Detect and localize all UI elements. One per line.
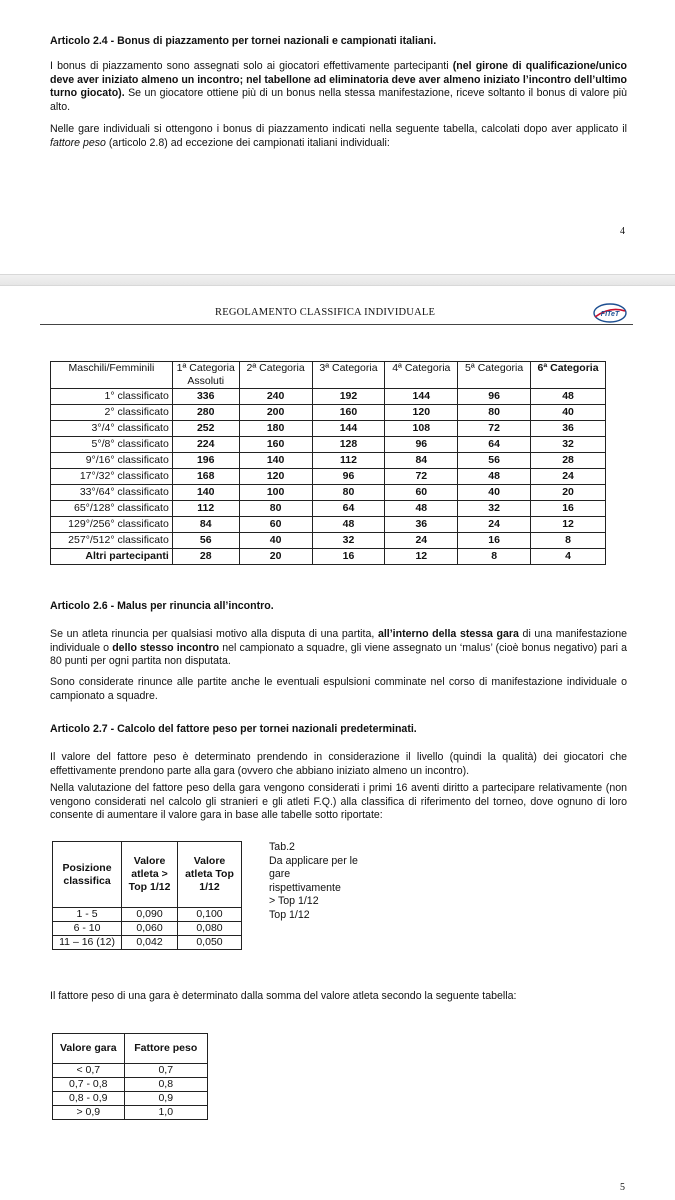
cell: 24 [385, 533, 458, 549]
bonus-table [50, 361, 606, 565]
table-row [51, 405, 606, 421]
cell: 56 [172, 533, 239, 549]
cell: 96 [312, 469, 385, 485]
cell: 60 [239, 517, 312, 533]
cell: 72 [385, 469, 458, 485]
cell: 144 [312, 421, 385, 437]
header-cell: Valore atleta > Top 1/12 [122, 842, 178, 908]
cell: 0,060 [122, 922, 178, 936]
fitet-logo [592, 302, 628, 324]
table-row [51, 389, 606, 405]
article-2-6-paragraph-2: Sono considerate rinunce alle partite anche le eventuali espulsioni comminate nel corso di manifestazione individuale o campionato a squadre. [50, 676, 627, 702]
cell: 40 [239, 533, 312, 549]
cell: 6 - 10 [53, 922, 122, 936]
table-row [53, 1064, 208, 1078]
cell: 112 [172, 501, 239, 517]
header-cell: 5ª Categoria [458, 362, 531, 389]
table-row [51, 485, 606, 501]
cell: 12 [385, 549, 458, 565]
row-label: 65°/128° classificato [51, 501, 173, 517]
cell: 108 [385, 421, 458, 437]
cell: 100 [239, 485, 312, 501]
cell: 40 [531, 405, 606, 421]
cell: 72 [458, 421, 531, 437]
article-2-7-paragraph-2: Nella valutazione del fattore peso della gara vengono considerati i primi 16 aventi diritto a partecipare relativamente (non vengono considerati nel calcolo gli stranieri e gli atleti F.Q.) alla classifica di riferimento del torneo, dove ognuno di loro consente di aumentare il valore gara in base alle tabelle sotto riportate: [50, 782, 627, 822]
fattore-peso-table-header [53, 1034, 208, 1064]
cell: 11 – 16 (12) [53, 936, 122, 950]
table-row [53, 936, 242, 950]
header-cell: Valore gara [53, 1034, 125, 1064]
article-2-4-title: Articolo 2.4 - Bonus di piazzamento per tornei nazionali e campionati italiani. [50, 35, 437, 47]
table-row [51, 421, 606, 437]
table-row [53, 922, 242, 936]
row-label: 1° classificato [51, 389, 173, 405]
cell: 32 [312, 533, 385, 549]
cell: 84 [385, 453, 458, 469]
cell: 64 [312, 501, 385, 517]
cell: 28 [531, 453, 606, 469]
cell: < 0,7 [53, 1064, 125, 1078]
cell: 80 [458, 405, 531, 421]
tab2-note-line: gare [269, 868, 291, 881]
table-row [51, 501, 606, 517]
cell: 0,080 [177, 922, 241, 936]
cell: 0,100 [177, 908, 241, 922]
cell: 16 [312, 549, 385, 565]
article-2-7-title: Articolo 2.7 - Calcolo del fattore peso per tornei nazionali predeterminati. [50, 723, 417, 735]
row-label: 33°/64° classificato [51, 485, 173, 501]
cell: 96 [385, 437, 458, 453]
cell: 36 [385, 517, 458, 533]
cell: 84 [172, 517, 239, 533]
cell: 80 [239, 501, 312, 517]
cell: 48 [312, 517, 385, 533]
header-cell: 3ª Categoria [312, 362, 385, 389]
cell: 160 [239, 437, 312, 453]
cell: 0,8 [124, 1078, 207, 1092]
tab2-note-line: Tab.2 [269, 841, 295, 853]
cell: 160 [312, 405, 385, 421]
page-separator [0, 274, 675, 286]
cell: 0,050 [177, 936, 241, 950]
page-number-4: 4 [620, 226, 625, 237]
cell: 0,042 [122, 936, 178, 950]
header-cell: 2ª Categoria [239, 362, 312, 389]
row-label: 17°/32° classificato [51, 469, 173, 485]
cell: 140 [172, 485, 239, 501]
cell: 120 [385, 405, 458, 421]
cell: 16 [458, 533, 531, 549]
cell: 120 [239, 469, 312, 485]
cell: 200 [239, 405, 312, 421]
fattore-peso-paragraph: Il fattore peso di una gara è determinato dalla somma del valore atleta secondo la seguente tabella: [50, 990, 517, 1002]
header-cell: Valore atleta Top 1/12 [177, 842, 241, 908]
cell: 192 [312, 389, 385, 405]
cell: 36 [531, 421, 606, 437]
cell: 224 [172, 437, 239, 453]
tab2-note [269, 841, 389, 923]
cell: 16 [531, 501, 606, 517]
cell: 144 [385, 389, 458, 405]
cell: > 0,9 [53, 1106, 125, 1120]
bonus-table-header [51, 362, 606, 389]
header-cell: Fattore peso [124, 1034, 207, 1064]
tab2-note-line: Top 1/12 [269, 908, 310, 921]
cell: 24 [531, 469, 606, 485]
header-cell: 4ª Categoria [385, 362, 458, 389]
header-cell: Posizione classifica [53, 842, 122, 908]
article-2-6-title: Articolo 2.6 - Malus per rinuncia all’incontro. [50, 600, 274, 612]
table-row [53, 1078, 208, 1092]
header-rule [40, 324, 633, 325]
tab2-note-line: Da applicare per le [269, 854, 358, 867]
row-label: 129°/256° classificato [51, 517, 173, 533]
row-label: 3°/4° classificato [51, 421, 173, 437]
cell: 0,090 [122, 908, 178, 922]
cell: 1,0 [124, 1106, 207, 1120]
tab2-note-line: > Top 1/12 [269, 895, 319, 908]
cell: 0,7 - 0,8 [53, 1078, 125, 1092]
cell: 56 [458, 453, 531, 469]
cell: 112 [312, 453, 385, 469]
cell: 0,7 [124, 1064, 207, 1078]
cell: 28 [172, 549, 239, 565]
fattore-peso-table [52, 1033, 208, 1120]
cell: 128 [312, 437, 385, 453]
cell: 40 [458, 485, 531, 501]
cell: 1 - 5 [53, 908, 122, 922]
header-cell: 1ª Categoria Assoluti [172, 362, 239, 389]
table-row [53, 1106, 208, 1120]
cell: 168 [172, 469, 239, 485]
cell: 48 [385, 501, 458, 517]
tab2-note-line: rispettivamente [269, 881, 341, 894]
fitet-logo-text: FITeT [600, 311, 620, 318]
table-row [51, 469, 606, 485]
header-cell: Maschili/Femminili [51, 362, 173, 389]
cell: 252 [172, 421, 239, 437]
article-2-6-paragraph-1: Se un atleta rinuncia per qualsiasi motivo alla disputa di una partita, all’interno della stessa gara di una manifestazione individuale o dello stesso incontro nel campionato a squadre, gli viene assegnato un ‘malus’ (cioè bonus negativo) pari a 80 punti per ogni partita non disputata. [50, 628, 627, 668]
cell: 12 [531, 517, 606, 533]
cell: 196 [172, 453, 239, 469]
cell: 0,8 - 0,9 [53, 1092, 125, 1106]
cell: 20 [239, 549, 312, 565]
cell: 280 [172, 405, 239, 421]
cell: 96 [458, 389, 531, 405]
cell: 4 [531, 549, 606, 565]
cell: 24 [458, 517, 531, 533]
cell: 32 [458, 501, 531, 517]
article-2-4-paragraph-1: I bonus di piazzamento sono assegnati solo ai giocatori effettivamente partecipanti (nel girone di qualificazione/unico deve aver iniziato almeno un incontro; nel tabellone ad eliminatoria deve aver almeno iniziato l’incontro dell’ultimo turno giocato). Se un giocatore ottiene più di un bonus nella stessa manifestazione, riceve soltanto il bonus di valore più alto. [50, 60, 627, 113]
cell: 20 [531, 485, 606, 501]
row-label: 2° classificato [51, 405, 173, 421]
cell: 140 [239, 453, 312, 469]
article-2-4-paragraph-2: Nelle gare individuali si ottengono i bonus di piazzamento indicati nella seguente tabella, calcolati dopo aver applicato il fattore peso (articolo 2.8) ad eccezione dei campionati italiani individuali: [50, 123, 627, 149]
table-row [51, 533, 606, 549]
row-label: 257°/512° classificato [51, 533, 173, 549]
cell: 80 [312, 485, 385, 501]
cell: 60 [385, 485, 458, 501]
cell: 48 [458, 469, 531, 485]
cell: 32 [531, 437, 606, 453]
row-label: 9°/16° classificato [51, 453, 173, 469]
table-row [51, 437, 606, 453]
cell: 0,9 [124, 1092, 207, 1106]
cell: 240 [239, 389, 312, 405]
header-cell: 6ª Categoria [531, 362, 606, 389]
row-label: 5°/8° classificato [51, 437, 173, 453]
table-row [51, 517, 606, 533]
table-row [53, 1092, 208, 1106]
row-label: Altri partecipanti [51, 549, 173, 565]
cell: 8 [531, 533, 606, 549]
table-row [53, 908, 242, 922]
cell: 336 [172, 389, 239, 405]
cell: 8 [458, 549, 531, 565]
table-row [51, 453, 606, 469]
valore-atleta-table [52, 841, 242, 950]
cell: 180 [239, 421, 312, 437]
table-row [51, 549, 606, 565]
article-2-7-paragraph-1: Il valore del fattore peso è determinato prendendo in considerazione il livello (quindi la qualità) dei giocatori che effettivamente prendono parte alla gara (ovvero che abbiano iniziato almeno un incontro). [50, 751, 627, 777]
cell: 64 [458, 437, 531, 453]
valore-atleta-table-header [53, 842, 242, 908]
page-number-5: 5 [620, 1182, 625, 1193]
header-title: REGOLAMENTO CLASSIFICA INDIVIDUALE [215, 307, 436, 318]
cell: 48 [531, 389, 606, 405]
